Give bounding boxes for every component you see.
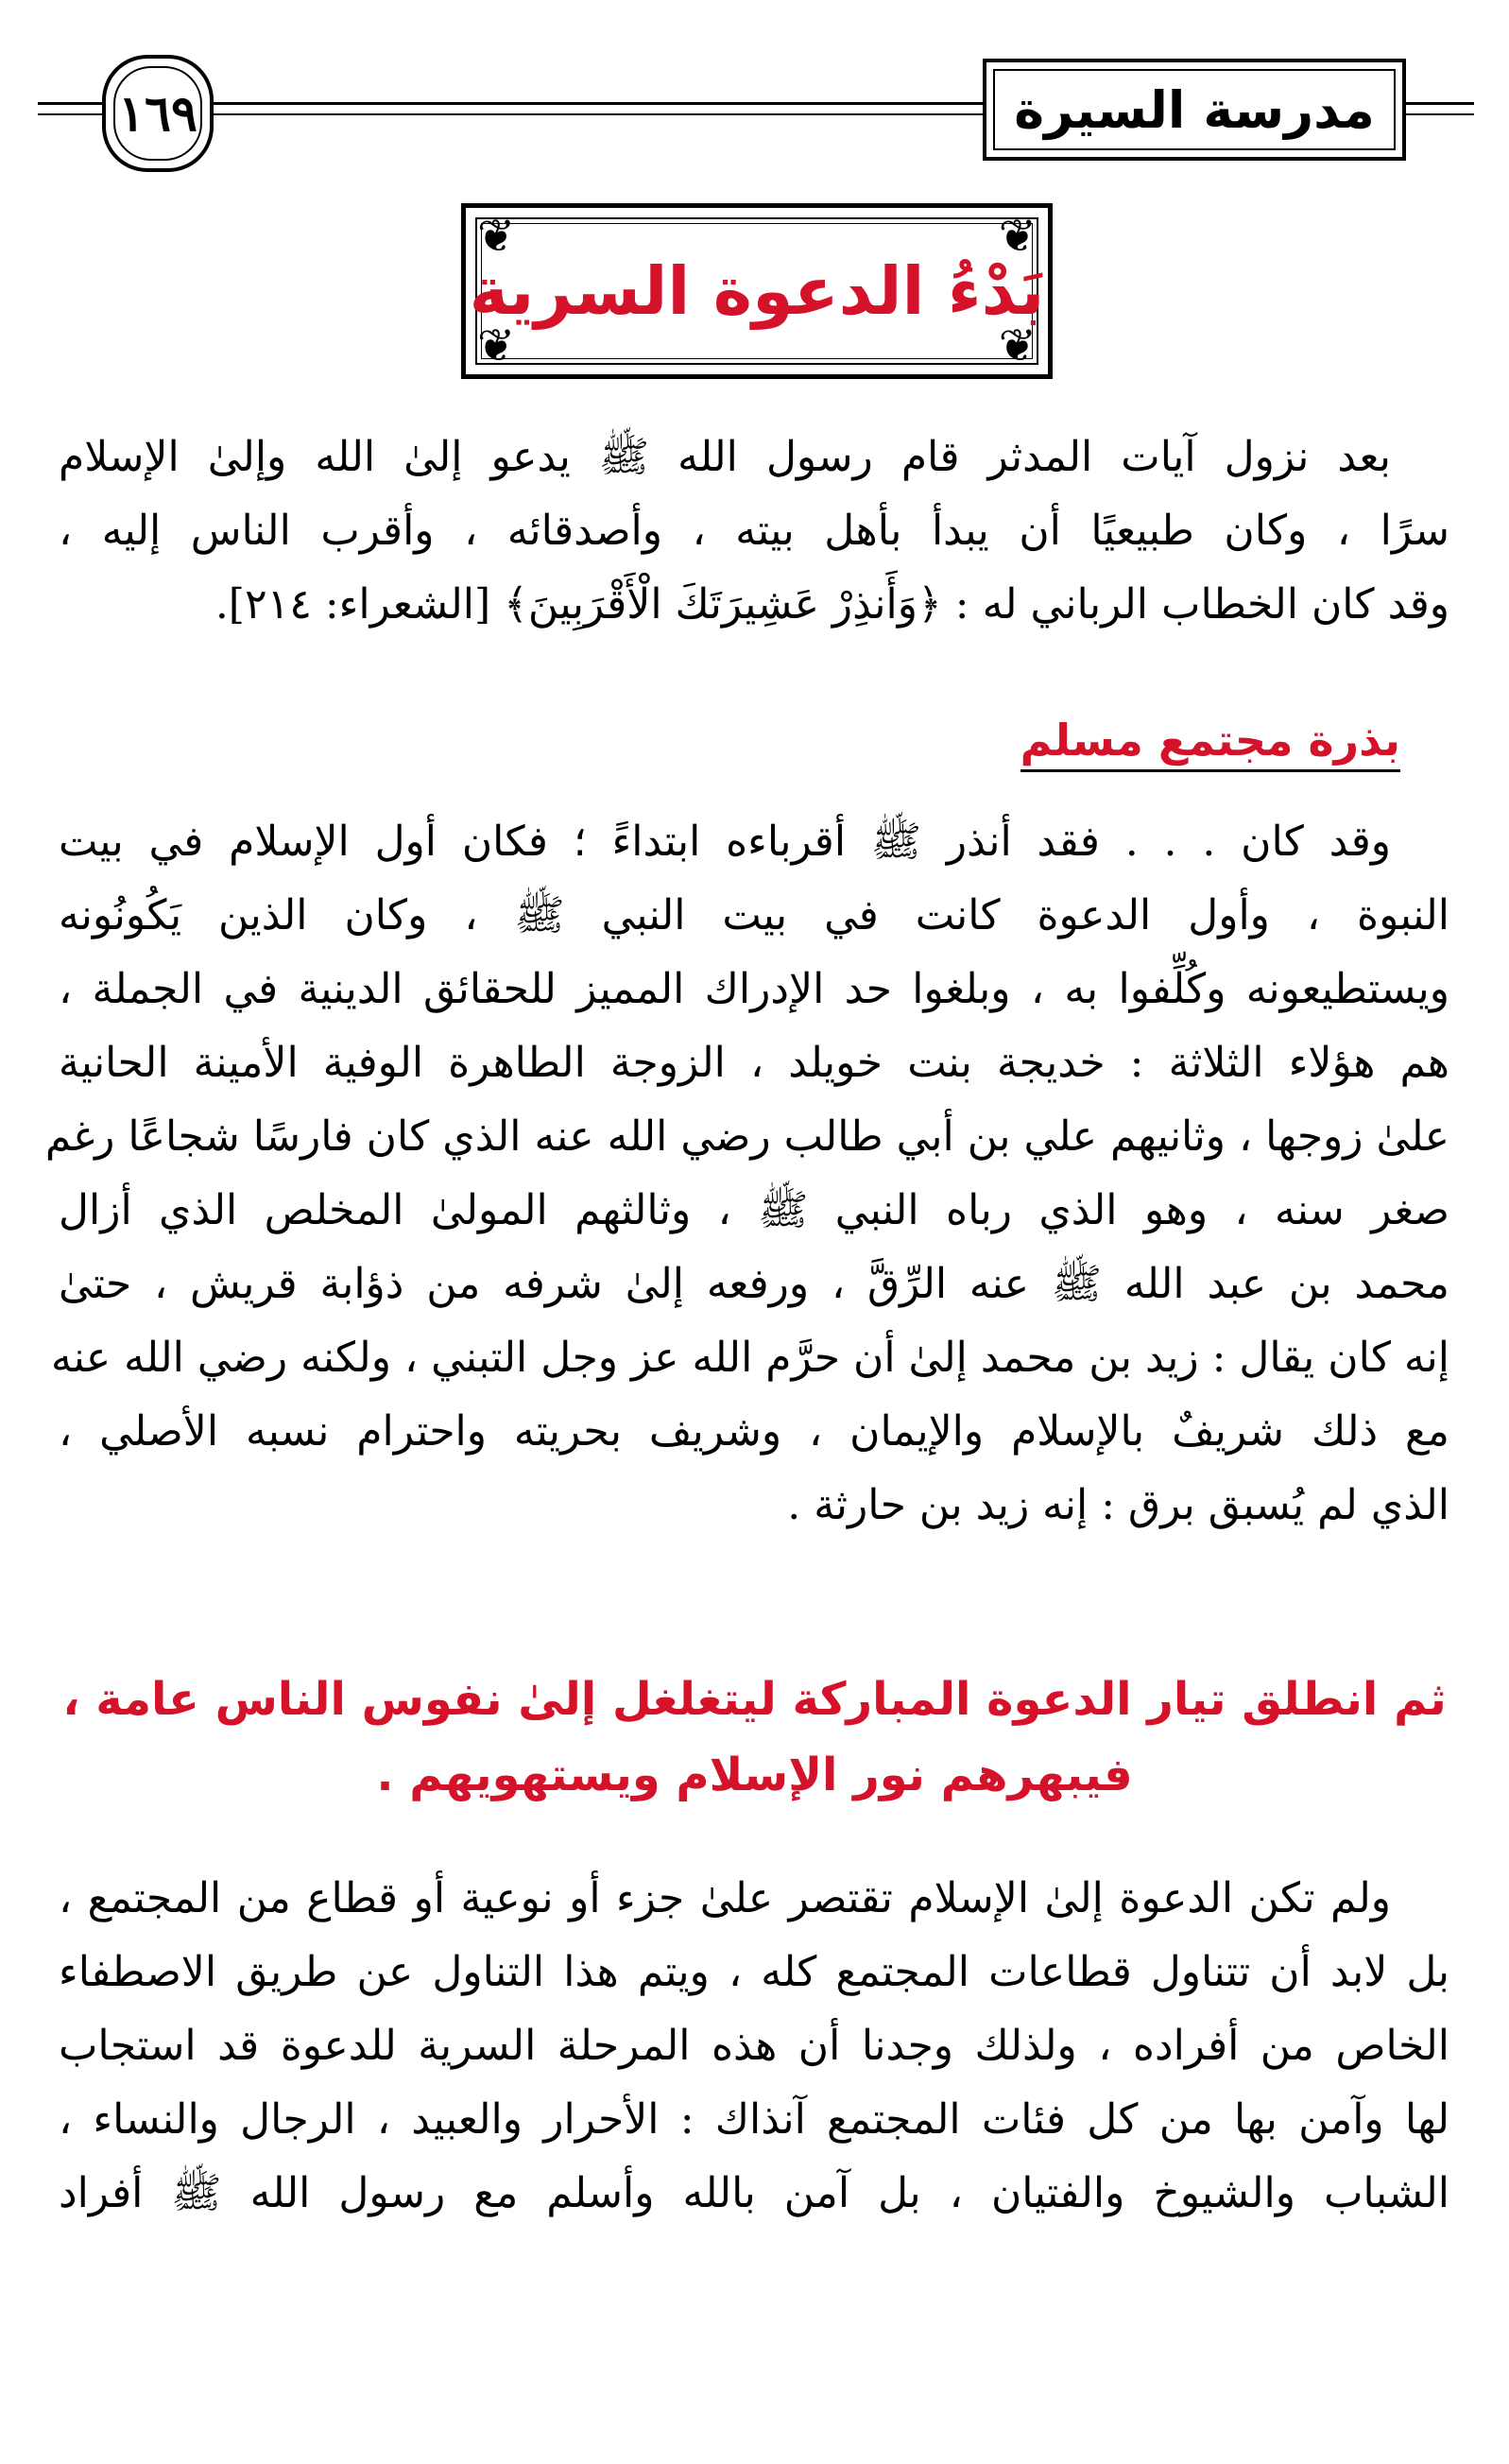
text-line: مع ذلك شريفٌ بالإسلام والإيمان ، وشريف بحريته واحترام نسبه الأصلي ،: [59, 1407, 1449, 1456]
text-line: وقد كان . . . فقد أنذر ﷺ أقرباءه ابتداءً ؛ فكان أول الإسلام في بيت: [59, 818, 1391, 866]
text-line: بعد نزول آيات المدثر قام رسول الله ﷺ يدعو إلىٰ الله وإلىٰ الإسلام: [59, 433, 1391, 481]
intro-paragraph: [59, 421, 1449, 642]
text-line: صغر سنه ، وهو الذي رباه النبي ﷺ ، وثالثهم المولىٰ المخلص الذي أزال: [59, 1186, 1449, 1234]
text-line: سرًا ، وكان طبيعيًا أن يبدأ بأهل بيته ، وأصدقائه ، وأقرب الناس إليه ،: [59, 507, 1449, 555]
closing-paragraph: [59, 1862, 1449, 2231]
page-number: [102, 55, 214, 172]
section-title: بَدْءُ الدعوة السرية: [469, 252, 1045, 330]
text-line: بل لابد أن تتناول قطاعات المجتمع كله ، ويتم هذا التناول عن طريق الاصطفاء: [59, 1948, 1449, 1996]
text-line: محمد بن عبد الله ﷺ عنه الرِّقَّ ، ورفعه إلىٰ شرفه من ذؤابة قريش ، حتىٰ: [59, 1260, 1449, 1308]
text-line: ولم تكن الدعوة إلىٰ الإسلام تقتصر علىٰ جزء أو نوعية أو قطاع من المجتمع ،: [59, 1874, 1391, 1922]
ornament-icon: ❦: [477, 210, 516, 263]
section-title-frame: [461, 203, 1053, 379]
text-line: ويستطيعونه وكُلِّفوا به ، وبلغوا حد الإدراك المميز للحقائق الدينية في الجملة ،: [59, 965, 1449, 1013]
emphasis-line: فيبهرهم نور الإسلام ويستهويهم .: [376, 1749, 1133, 1801]
body-paragraph: [44, 805, 1449, 1542]
text-line: الخاص من أفراده ، ولذلك وجدنا أن هذه المرحلة السرية للدعوة قد استجاب: [59, 2022, 1449, 2070]
text-line: هم هؤلاء الثلاثة : خديجة بنت خويلد ، الزوجة الطاهرة الوفية الأمينة الحانية: [59, 1039, 1449, 1087]
emphasis-line: ثم انطلق تيار الدعوة المباركة ليتغلغل إلىٰ نفوس الناس عامة ،: [62, 1673, 1447, 1726]
ornament-icon: ❦: [998, 210, 1037, 263]
running-header: [983, 59, 1406, 161]
text-line: النبوة ، وأول الدعوة كانت في بيت النبي ﷺ ، وكان الذين يَكُونُونه: [59, 891, 1449, 939]
text-line: الذي لم يُسبق برق : إنه زيد بن حارثة .: [787, 1481, 1449, 1529]
text-line: علىٰ زوجها ، وثانيهم علي بن أبي طالب رضي الله عنه الذي كان فارسًا شجاعًا رغم: [44, 1112, 1449, 1161]
subheading: بذرة مجتمع مسلم: [1020, 715, 1400, 772]
ornament-icon: ❦: [477, 319, 516, 372]
ornament-icon: ❦: [998, 319, 1037, 372]
text-line: لها وآمن بها من كل فئات المجتمع آنذاك : الأحرار والعبيد ، الرجال والنساء ،: [59, 2095, 1449, 2144]
text-line: الشباب والشيوخ والفتيان ، بل آمن بالله وأسلم مع رسول الله ﷺ أفراد: [59, 2169, 1449, 2217]
text-line: إنه كان يقال : زيد بن محمد إلىٰ أن حرَّم الله عز وجل التبني ، ولكنه رضي الله عنه: [50, 1334, 1449, 1382]
page-number-text: ١٦٩: [118, 84, 197, 143]
text-line: وقد كان الخطاب الرباني له : ﴿وَأَنذِرْ عَشِيرَتَكَ الْأَقْرَبِينَ﴾ [الشعراء: ٢١٤].: [214, 580, 1449, 629]
running-title: مدرسة السيرة: [1014, 79, 1375, 140]
